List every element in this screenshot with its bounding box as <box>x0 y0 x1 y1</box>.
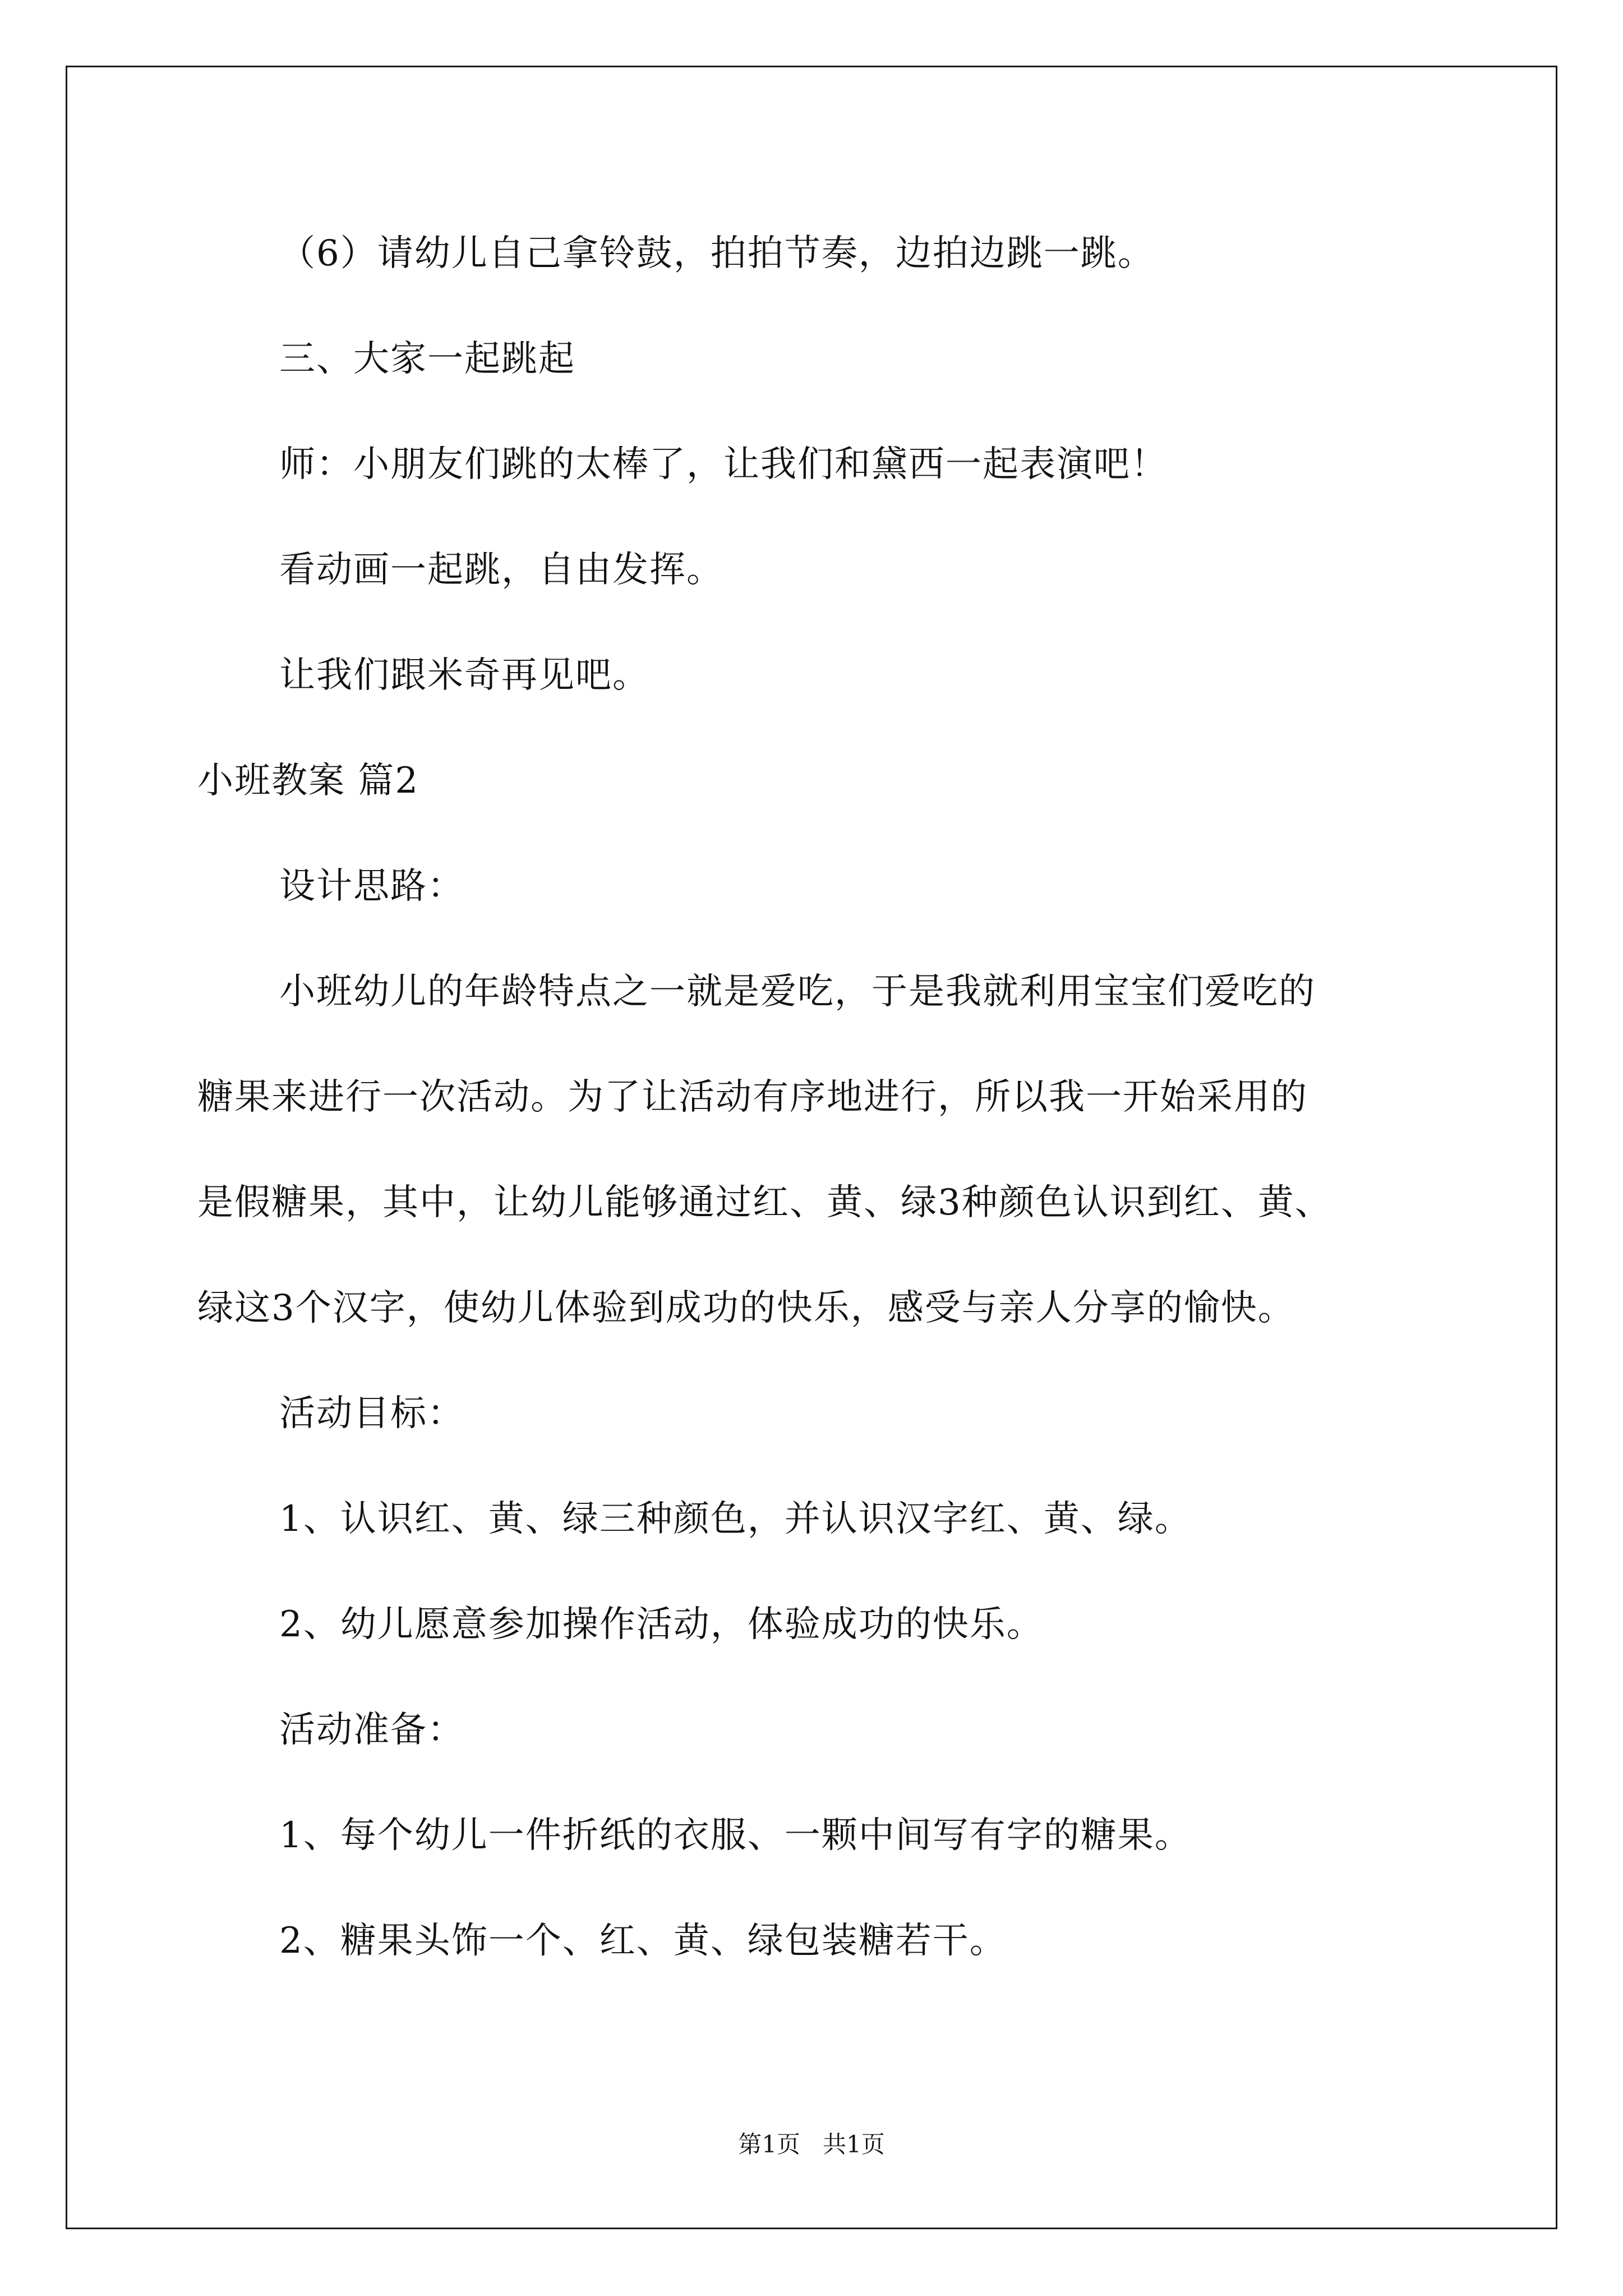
heading-activity-prep: 活动准备： <box>279 1709 464 1751</box>
section-heading-3: 三、大家一起跳起 <box>279 338 575 380</box>
heading-design-idea: 设计思路： <box>279 866 464 907</box>
paragraph-design-line-2: 糖果来进行一次活动。为了让活动有序地进行，所以我一开始采用的 <box>197 1076 1308 1118</box>
paragraph-goodbye: 让我们跟米奇再见吧。 <box>279 655 649 696</box>
prep-item-1: 1、每个幼儿一件折纸的衣服、一颗中间写有字的糖果。 <box>279 1815 1192 1856</box>
goal-item-2: 2、幼儿愿意参加操作活动，体验成功的快乐。 <box>279 1604 1044 1645</box>
prep-item-2: 2、糖果头饰一个、红、黄、绿包装糖若干。 <box>279 1920 1007 1962</box>
paragraph-design-line-4: 绿这3个汉字，使幼儿体验到成功的快乐，感受与亲人分享的愉快。 <box>197 1287 1295 1329</box>
lesson-title: 小班教案 篇2 <box>197 760 419 802</box>
heading-activity-goals: 活动目标： <box>279 1393 464 1434</box>
paragraph-design-line-1: 小班幼儿的年龄特点之一就是爱吃，于是我就利用宝宝们爱吃的 <box>279 971 1316 1013</box>
paragraph-teacher-line: 师：小朋友们跳的太棒了，让我们和黛西一起表演吧！ <box>279 444 1168 485</box>
page-border <box>66 66 1557 2229</box>
paragraph-design-line-3: 是假糖果，其中，让幼儿能够通过红、黄、绿3种颜色认识到红、黄、 <box>197 1182 1332 1223</box>
paragraph-watch-animation: 看动画一起跳，自由发挥。 <box>279 549 723 591</box>
page-footer: 第1页 共1页 <box>738 2131 885 2158</box>
goal-item-1: 1、认识红、黄、绿三种颜色，并认识汉字红、黄、绿。 <box>279 1498 1192 1540</box>
paragraph-step-6: （6）请幼儿自己拿铃鼓，拍拍节奏，边拍边跳一跳。 <box>279 233 1155 274</box>
